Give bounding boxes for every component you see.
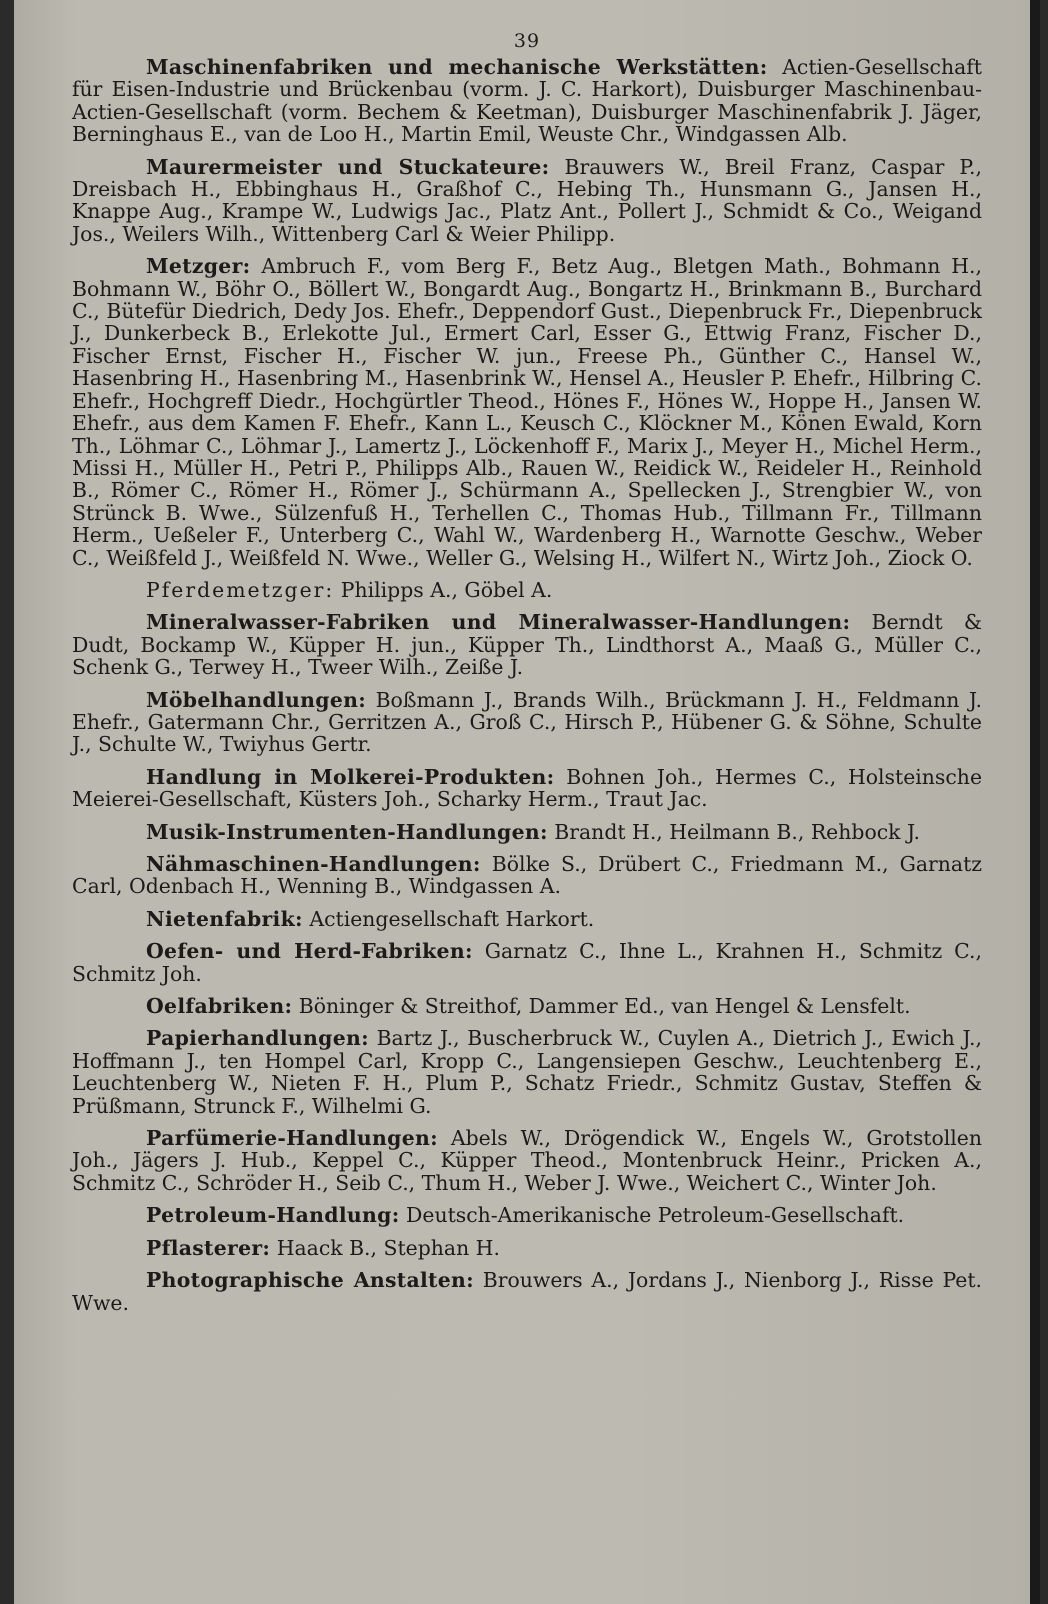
category-heading: Oelfabriken: (146, 994, 293, 1019)
entry-moebelhandlungen (72, 689, 982, 756)
entry-text: Brauwers W., Breil Franz, Caspar P., Dreisbach H., Ebbinghaus H., Graßhof C., Hebing Th., Hunsmann G., Jansen H., Knappe Aug., Krampe W., Ludwigs Jac., Platz Ant., Pollert J., Schmidt & Co., Weigand Jos., Weilers Wilh., Wittenberg Carl & Weier Philipp. (72, 154, 982, 246)
entry-maschinenfabriken (72, 56, 982, 146)
category-heading: Parfümerie-Handlungen: (146, 1126, 438, 1151)
category-heading: Metzger: (146, 254, 251, 279)
entry-text: Böninger & Streithof, Dammer Ed., van Hengel & Lensfelt. (298, 994, 911, 1019)
entry-text: Abels W., Drögendick W., Engels W., Grotstollen Joh., Jägers J. Hub., Keppel C., Küpper Theod., Montenbruck Heinr., Pricken A., Schmitz C., Schröder H., Seib C., Thum H., Weber J. Wwe., Weichert C., Winter Joh. (72, 1126, 982, 1195)
entry-molkerei (72, 766, 982, 811)
category-heading: Oefen- und Herd-Fabriken: (146, 939, 473, 964)
subcategory-heading: Pferdemetzger: (146, 577, 335, 602)
entry-oefen (72, 940, 982, 985)
entry-text: Bartz J., Buscherbruck W., Cuylen A., Dietrich J., Ewich J., Hoffmann J., ten Hompel Carl, Kropp C., Langensiepen Geschw., Leuchtenberg E., Leuchtenberg W., Nieten F. H., Plum P., Schatz Friedr., Schmitz Gustav, Steffen & Prüßmann, Strunck F., Wilhelmi G. (72, 1026, 982, 1118)
entry-musik (72, 821, 982, 843)
entry-photographische (72, 1269, 982, 1314)
entry-text: Actiengesellschaft Harkort. (309, 906, 595, 931)
entry-papierhandlungen (72, 1027, 982, 1117)
entry-pferdemetzger (72, 579, 982, 601)
entry-text: Deutsch-Amerikanische Petroleum-Gesellschaft. (406, 1203, 905, 1228)
page-number: 39 (513, 30, 541, 52)
entry-text: Brandt H., Heilmann B., Rehbock J. (554, 819, 921, 844)
category-heading: Mineralwasser-Fabriken und Mineralwasser-Handlungen: (146, 610, 851, 635)
entry-text: Garnatz C., Ihne L., Krahnen H., Schmitz C., Schmitz Joh. (72, 939, 982, 986)
entry-petroleum (72, 1204, 982, 1226)
entry-text: Brouwers A., Jordans J., Nienborg J., Risse Pet. Wwe. (72, 1268, 982, 1315)
entry-text: Philipps A., Göbel A. (340, 577, 553, 602)
entry-text: Bölke S., Drübert C., Friedmann M., Garnatz Carl, Odenbach H., Wenning B., Windgassen A. (72, 852, 983, 899)
category-heading: Maurermeister und Stuckateure: (146, 154, 550, 179)
category-heading: Nietenfabrik: (146, 906, 303, 931)
entry-nietenfabrik (72, 908, 982, 930)
directory-page (14, 0, 1040, 1604)
category-heading: Handlung in Molkerei-Produkten: (146, 764, 555, 789)
entry-text: Bohnen Joh., Hermes C., Holsteinsche Meierei-Gesellschaft, Küsters Joh., Scharky Herm., Traut Jac. (72, 764, 983, 812)
category-heading: Maschinenfabriken und mechanische Werkstätten: (146, 55, 768, 79)
entry-oelfabriken (72, 995, 982, 1017)
entry-parfuemerie (72, 1127, 982, 1194)
category-heading: Musik-Instrumenten-Handlungen: (146, 819, 548, 844)
category-heading: Photographische Anstalten: (146, 1268, 474, 1293)
scan-edge (1030, 0, 1040, 1604)
entry-text: Haack B., Stephan H. (276, 1235, 500, 1260)
entry-text: Ambruch F., vom Berg F., Betz Aug., Bletgen Math., Bohmann H., Bohmann W., Böhr O., Böllert W., Bongardt Aug., Bongartz H., Brinkmann B., Burchard C., Bütefür Diedrich, Dedy Jos. Ehefr., Deppendorf Gust., Diepenbruck Fr., Diepenbruck J., Dunkerbeck B., Erlekotte Jul., Ermert Carl, Esser G., Ettwig Franz, Fischer D., Fischer Ernst, Fischer H., Fischer W. jun., Freese Ph., Günther C., Hansel W., Hasenbring H., Hasenbring M., Hasenbrink W., Hensel A., Heusler P. Ehefr., Hilbring C. Ehefr., Hochgreff Diedr., Hochgürtler Theod., Hönes F., Hönes W., Hoppe H., Jansen W. Ehefr., aus dem Kamen F. Ehefr., Kann L., Keusch C., Klöckner M., Könen Ewald, Korn Th., Löhmar C., Löhmar J., Lamertz J., Löckenhoff F., Marix J., Meyer H., Michel Herm., Missi H., Müller H., Petri P., Philipps Alb., Rauen W., Reidick W., Reideler H., Reinhold B., Römer C., Römer H., Römer J., Schürmann A., Spellecken J., Strengbier W., von Strünck B. Wwe., Sülzenfuß H., Terhellen C., Thomas Hub., Tillmann Fr., Tillmann Herm., Ueßeler F., Unterberg C., Wahl W., Wardenberg H., Warnotte Geschw., Weber C., Weißfeld J., Weißfeld N. Wwe., Weller G., Welsing H., Wilfert N., Wirtz Joh., Ziock O. (72, 254, 982, 570)
entry-mineralwasser (72, 611, 982, 678)
entry-text: Actien-Gesellschaft für Eisen-Industrie und Brückenbau (vorm. J. C. Harkort), Duisburger Maschinenbau-Actien-Gesellschaft (vorm. Bechem & Keetman), Duisburger Maschinenfabrik J. Jäger, Berninghaus E., van de Loo H., Martin Emil, Weuste Chr., Windgassen Alb. (72, 55, 982, 147)
category-heading: Papierhandlungen: (146, 1026, 369, 1051)
entry-naehmaschinen (72, 853, 982, 898)
entry-text: Boßmann J., Brands Wilh., Brückmann J. H., Feldmann J. Ehefr., Gatermann Chr., Gerritzen A., Groß C., Hirsch P., Hübener G. & Söhne, Schulte J., Schulte W., Twiyhus Gertr. (72, 687, 982, 757)
entry-maurermeister (72, 156, 982, 246)
category-heading: Möbelhandlungen: (146, 687, 367, 712)
entry-pflasterer (72, 1237, 982, 1259)
entry-text: Berndt & Dudt, Bockamp W., Küpper H. jun., Küpper Th., Lindthorst A., Maaß G., Müller C., Schenk G., Terwey H., Tweer Wilh., Zeiße J. (72, 610, 983, 680)
entry-metzger (72, 255, 982, 569)
category-heading: Nähmaschinen-Handlungen: (146, 852, 481, 876)
category-heading: Petroleum-Handlung: (146, 1203, 400, 1228)
category-heading: Pflasterer: (146, 1235, 271, 1260)
